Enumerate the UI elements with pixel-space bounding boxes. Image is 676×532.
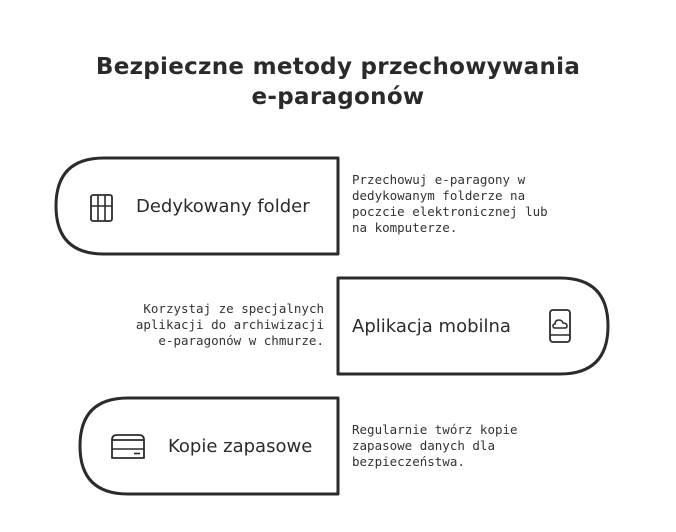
item-label-kopie-zapasowe: Kopie zapasowe	[168, 436, 313, 457]
mobile-cloud-icon	[546, 308, 574, 344]
title-line-1: Bezpieczne metody przechowywania	[95, 54, 581, 80]
desc-line: e-paragonów w chmurze.	[158, 333, 324, 348]
desc-line: aplikacji do archiwizacji	[135, 317, 324, 332]
desc-line: zapasowe danych dla	[352, 438, 495, 453]
item-description-aplikacja-mobilna	[136, 301, 324, 349]
desc-line: Przechowuj e-paragony w	[352, 172, 526, 187]
desc-line: Regularnie twórz kopie	[352, 422, 518, 437]
desc-line: bezpieczeństwa.	[352, 454, 465, 469]
item-description-kopie-zapasowe	[352, 422, 518, 470]
item-label-dedykowany-folder: Dedykowany folder	[136, 196, 310, 217]
desc-line: poczcie elektronicznej lub	[352, 204, 548, 219]
hard-drive-icon	[108, 432, 148, 462]
desc-line: na komputerze.	[352, 220, 458, 235]
desc-line: dedykowanym folderze na	[352, 188, 526, 203]
title-line-2: e-paragonów	[251, 84, 425, 110]
item-label-aplikacja-mobilna: Aplikacja mobilna	[352, 316, 511, 337]
folder-icon	[88, 192, 116, 224]
desc-line: Korzystaj ze specjalnych	[143, 301, 324, 316]
item-description-dedykowany-folder	[352, 172, 548, 236]
